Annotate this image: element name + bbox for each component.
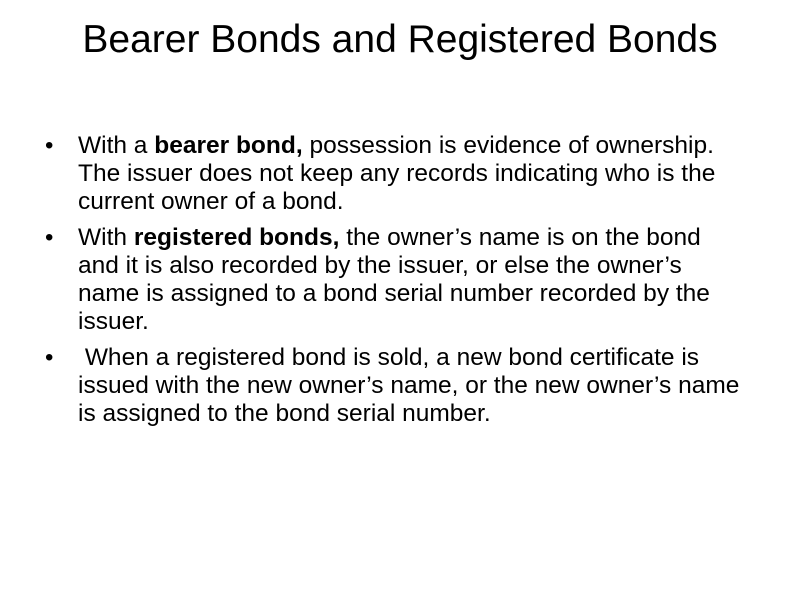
bullet-item-registered-bonds: [40, 224, 740, 336]
bullet-text: [78, 344, 746, 427]
bullet-text-pre: With a: [78, 132, 155, 159]
bullet-marker: •: [45, 344, 54, 371]
bullet-term-bold: registered bonds,: [133, 224, 340, 251]
bullet-item-registered-bond-sold: [40, 344, 747, 428]
bullet-marker: •: [45, 132, 54, 159]
slide-title: Bearer Bonds and Registered Bonds: [82, 18, 718, 61]
bullet-list: [40, 132, 747, 436]
bullet-marker: •: [45, 224, 54, 251]
bullet-text-post: possession is evidence of ownership. The issuer does not keep any records indicating who is the current owner of a bond.: [78, 132, 716, 215]
bullet-text: [78, 132, 715, 215]
bullet-text-pre: With: [78, 224, 134, 251]
bullet-text-pre: When a registered bond is sold, a new bond certificate is issued with the new owner’s name, or the new owner’s name is assigned to the bond serial number.: [78, 344, 747, 427]
bullet-text: [78, 224, 710, 335]
bullet-text-post: the owner’s name is on the bond and it is also recorded by the issuer, or else the owner’s name is assigned to a bond serial number recorded by the issuer.: [78, 224, 710, 335]
bullet-term-bold: bearer bond,: [154, 132, 303, 159]
bullet-item-bearer-bond: [40, 132, 740, 216]
